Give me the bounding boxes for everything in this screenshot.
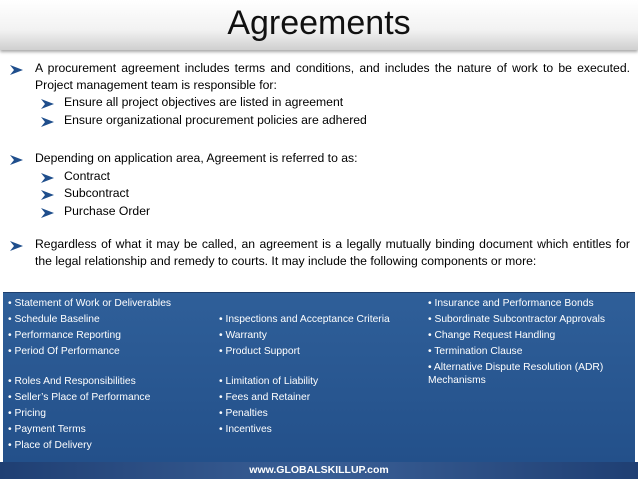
component-item: • Period Of Performance xyxy=(8,346,120,357)
component-item: • Product Support xyxy=(219,346,300,357)
component-item: Mechanisms xyxy=(428,375,486,386)
component-item: • Fees and Retainer xyxy=(219,392,311,403)
component-item: • Pricing xyxy=(8,408,46,419)
sub-bullet-subcontract: Subcontract xyxy=(64,186,130,200)
component-item: • Roles And Responsibilities xyxy=(8,376,136,387)
arrow-bullet-icon xyxy=(41,173,54,183)
arrow-bullet-icon xyxy=(41,99,54,109)
footer-website-link[interactable]: www.GLOBALSKILLUP.com xyxy=(249,464,389,476)
component-item: • Alternative Dispute Resolution (ADR) xyxy=(428,362,604,373)
component-item: • Insurance and Performance Bonds xyxy=(428,298,594,309)
component-item: • Place of Delivery xyxy=(8,440,92,451)
sub-bullet-contract: Contract xyxy=(64,169,111,183)
component-item: • Payment Terms xyxy=(8,424,86,435)
component-item: • Statement of Work or Deliverables xyxy=(8,298,172,309)
bullet-procurement-agreement: A procurement agreement includes terms and conditions, and includes the nature of work to be executed. Project management team is responsible for: xyxy=(35,61,630,92)
arrow-bullet-icon xyxy=(10,241,23,251)
component-item: • Change Request Handling xyxy=(428,330,556,341)
arrow-bullet-icon xyxy=(41,117,54,127)
component-item: • Penalties xyxy=(219,408,268,419)
component-item: • Schedule Baseline xyxy=(8,314,100,325)
component-item: • Performance Reporting xyxy=(8,330,121,341)
arrow-bullet-icon xyxy=(41,208,54,218)
component-item: • Seller’s Place of Performance xyxy=(8,392,151,403)
arrow-bullet-icon xyxy=(41,190,54,200)
component-item: • Inspections and Acceptance Criteria xyxy=(219,314,390,325)
sub-bullet-objectives: Ensure all project objectives are listed in agreement xyxy=(64,95,344,109)
bullet-legally-binding: Regardless of what it may be called, an agreement is a legally mutually binding document which entitles for the legal relationship and remedy to courts. It may include the following components or more: xyxy=(35,237,630,268)
sub-bullet-policies: Ensure organizational procurement policies are adhered xyxy=(64,113,367,127)
component-item: • Subordinate Subcontractor Approvals xyxy=(428,314,606,325)
component-item: • Warranty xyxy=(219,330,267,341)
sub-bullet-purchase-order: Purchase Order xyxy=(64,204,151,218)
arrow-bullet-icon xyxy=(10,65,23,75)
component-item: • Incentives xyxy=(219,424,272,435)
component-item: • Termination Clause xyxy=(428,346,523,357)
components-panel xyxy=(3,292,635,463)
page-title: Agreements xyxy=(227,4,411,42)
bullet-application-area: Depending on application area, Agreement is referred to as: xyxy=(35,151,358,165)
footer-bar xyxy=(0,462,638,479)
arrow-bullet-icon xyxy=(10,155,23,165)
component-item: • Limitation of Liability xyxy=(219,376,319,387)
